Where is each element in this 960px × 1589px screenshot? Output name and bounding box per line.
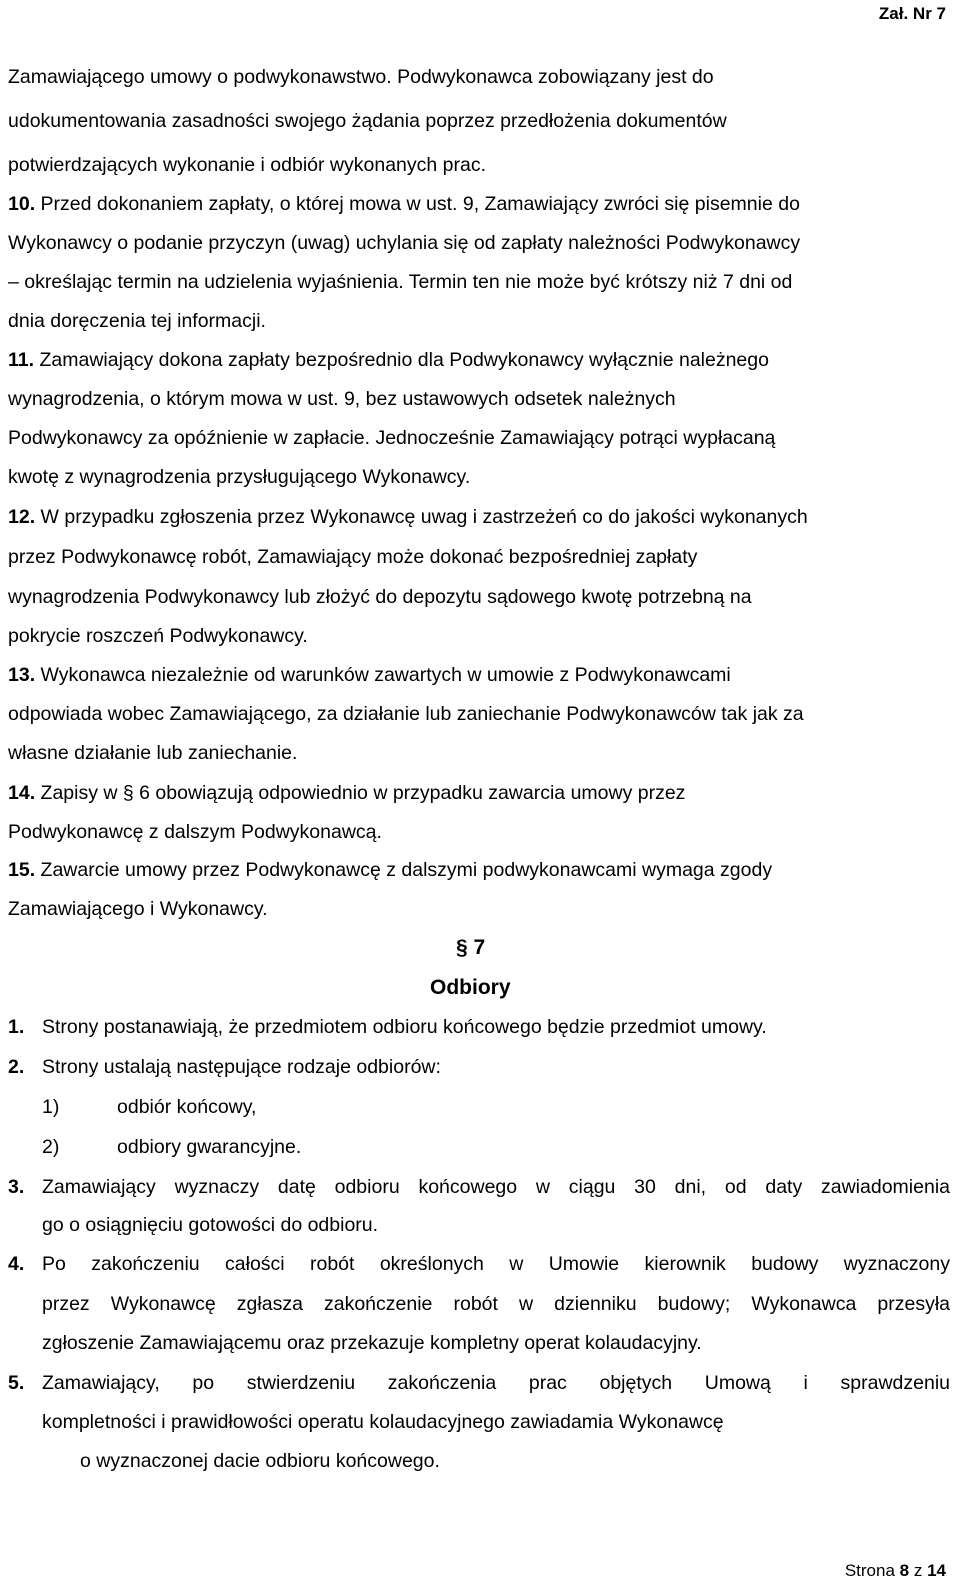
paragraph-line: pokrycie roszczeń Podwykonawcy. bbox=[8, 625, 308, 647]
attachment-number-label: Zał. Nr 7 bbox=[878, 4, 946, 23]
paragraph-line: wynagrodzenia, o którym mowa w ust. 9, bez ustawowych odsetek należnych bbox=[8, 388, 676, 410]
paragraph-text: Zapisy w § 6 obowiązują odpowiednio w przypadku zawarcia umowy przez bbox=[40, 782, 686, 804]
item-number: 2. bbox=[8, 1056, 25, 1078]
item-line: przez Wykonawcę zgłasza zakończenie robót w dzienniku budowy; Wykonawca przesyła bbox=[42, 1293, 950, 1315]
page-label: Strona bbox=[844, 1561, 895, 1580]
item-number: 5. bbox=[8, 1372, 25, 1394]
item-number: 4. bbox=[8, 1253, 25, 1275]
paragraph-number: 15. bbox=[8, 859, 36, 881]
item-number: 1. bbox=[8, 1016, 25, 1038]
paragraph-line: – określając termin na udzielenia wyjaśnienia. Termin ten nie może być krótszy niż 7 dni od bbox=[8, 271, 793, 293]
paragraph-10-first-line bbox=[8, 193, 800, 216]
paragraph-line: kwotę z wynagrodzenia przysługującego Wykonawcy. bbox=[8, 466, 471, 488]
item-line: Zamawiający, po stwierdzeniu zakończenia prac objętych Umową i sprawdzeniu bbox=[42, 1372, 950, 1394]
paragraph-line: wynagrodzenia Podwykonawcy lub złożyć do depozytu sądowego kwotę potrzebną na bbox=[8, 586, 752, 608]
paragraph-line: potwierdzających wykonanie i odbiór wykonanych prac. bbox=[8, 154, 486, 176]
sub-item-text: odbiór końcowy, bbox=[117, 1096, 257, 1118]
paragraph-number: 12. bbox=[8, 506, 36, 528]
paragraph-number: 14. bbox=[8, 782, 36, 804]
sub-item-text: odbiory gwarancyjne. bbox=[117, 1136, 302, 1158]
paragraph-text: W przypadku zgłoszenia przez Wykonawcę uwag i zastrzeżeń co do jakości wykonanych bbox=[40, 506, 808, 528]
paragraph-line: Podwykonawcę z dalszym Podwykonawcą. bbox=[8, 821, 382, 843]
paragraph-line: własne działanie lub zaniechanie. bbox=[8, 742, 298, 764]
paragraph-line: Zamawiającego umowy o podwykonawstwo. Podwykonawca zobowiązany jest do bbox=[8, 66, 714, 88]
paragraph-line: przez Podwykonawcę robót, Zamawiający może dokonać bezpośredniej zapłaty bbox=[8, 546, 698, 568]
section-title: Odbiory bbox=[430, 976, 511, 999]
paragraph-number: 10. bbox=[8, 193, 36, 215]
paragraph-11-first-line bbox=[8, 349, 769, 372]
paragraph-line: Zamawiającego i Wykonawcy. bbox=[8, 898, 268, 920]
paragraph-line: udokumentowania zasadności swojego żądania poprzez przedłożenia dokumentów bbox=[8, 110, 727, 132]
current-page: 8 bbox=[899, 1561, 910, 1580]
paragraph-line: Podwykonawcy za opóźnienie w zapłacie. Jednocześnie Zamawiający potrąci wypłacaną bbox=[8, 427, 776, 449]
paragraph-text: Przed dokonaniem zapłaty, o której mowa w ust. 9, Zamawiający zwróci się pisemnie do bbox=[40, 193, 800, 215]
paragraph-number: 11. bbox=[8, 349, 35, 371]
item-number: 3. bbox=[8, 1176, 25, 1198]
item-line: zgłoszenie Zamawiającemu oraz przekazuje kompletny operat kolaudacyjny. bbox=[42, 1332, 702, 1354]
paragraph-line: dnia doręczenia tej informacji. bbox=[8, 310, 266, 332]
item-line: o wyznaczonej dacie odbioru końcowego. bbox=[80, 1450, 440, 1472]
item-line: Strony ustalają następujące rodzaje odbiorów: bbox=[42, 1056, 441, 1078]
paragraph-text: Zamawiający dokona zapłaty bezpośrednio dla Podwykonawcy wyłącznie należnego bbox=[39, 349, 769, 371]
item-line: Strony postanawiają, że przedmiotem odbioru końcowego będzie przedmiot umowy. bbox=[42, 1016, 767, 1038]
item-line: kompletności i prawidłowości operatu kolaudacyjnego zawiadamia Wykonawcę bbox=[42, 1411, 724, 1433]
paragraph-14-first-line bbox=[8, 782, 685, 805]
paragraph-line: Wykonawcy o podanie przyczyn (uwag) uchylania się od zapłaty należności Podwykonawcy bbox=[8, 232, 801, 254]
item-line: Zamawiający wyznaczy datę odbioru końcowego w ciągu 30 dni, od daty zawiadomienia bbox=[42, 1176, 950, 1198]
sub-item-number: 1) bbox=[42, 1096, 60, 1118]
item-line: Po zakończeniu całości robót określonych w Umowie kierownik budowy wyznaczony bbox=[42, 1253, 950, 1275]
paragraph-13-first-line bbox=[8, 664, 731, 687]
item-line: go o osiągnięciu gotowości do odbioru. bbox=[42, 1214, 379, 1236]
total-pages: 14 bbox=[927, 1561, 946, 1580]
paragraph-text: Wykonawca niezależnie od warunków zawartych w umowie z Podwykonawcami bbox=[40, 664, 731, 686]
page-separator: z bbox=[913, 1561, 923, 1580]
paragraph-text: Zawarcie umowy przez Podwykonawcę z dalszymi podwykonawcami wymaga zgody bbox=[40, 859, 773, 881]
paragraph-12-first-line bbox=[8, 506, 808, 529]
paragraph-line: odpowiada wobec Zamawiającego, za działanie lub zaniechanie Podwykonawców tak jak za bbox=[8, 703, 804, 725]
section-number: § 7 bbox=[456, 936, 486, 959]
page-number bbox=[845, 1561, 946, 1581]
paragraph-number: 13. bbox=[8, 664, 36, 686]
paragraph-15-first-line bbox=[8, 859, 772, 882]
sub-item-number: 2) bbox=[42, 1136, 60, 1158]
